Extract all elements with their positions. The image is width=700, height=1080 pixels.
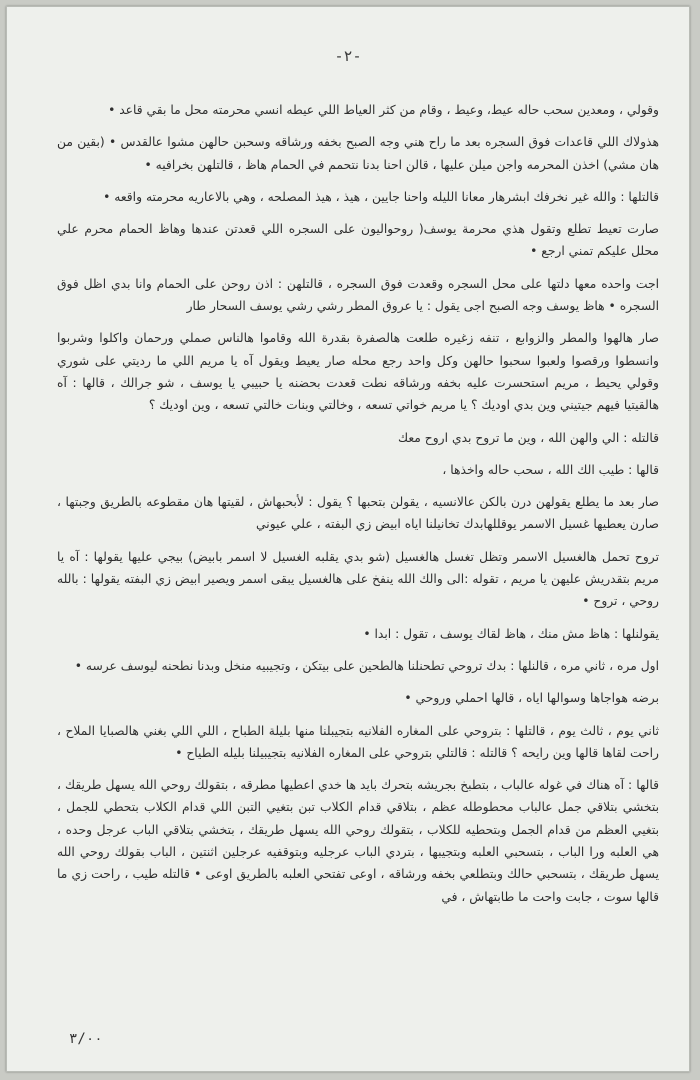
paragraph: قالتلها : والله غير نخرفك ابشرهار معانا الليله واحنا جايين ، هيذ ، هيذ المصلحه ، وهي بالاعاريه محرمته واقعه •: [103, 189, 659, 204]
document-body: [57, 99, 659, 918]
paragraph: صار بعد ما يطلع يقولهن درن بالكن عالانسيه ، يقولن بتحبها ؟ يقول : لأبحبهاش ، لقيتها هان مقطوعه بالطريق وجبتها ، صارن يعطيها غسيل الاسمر يوقللهابدك تخانيلنا اياه ابيض زي البفته ، علي عيوني: [57, 495, 659, 532]
paragraph: هذولاك اللي قاعدات فوق السجره بعد ما راح هني وجه الصبح بخفه ورشاقه وسحبن حالهن مشوا عالقدس • (بقين من هان مشي) اخذن المحرمه واجن ميلن عليها ، قالن احنا بدنا نتحمم في الحمام هاظ ، قالتلهن بخرافيه •: [57, 135, 659, 172]
paragraph: وقولي ، ومعدين سحب حاله عيط، وعيط ، وقام من كثر العياط اللي عيطه انسي محرمته محل ما بقي قاعد •: [108, 103, 659, 117]
footer-reference: ٣/٠٠: [69, 1031, 103, 1047]
page-number: -٢-: [334, 47, 362, 65]
paragraph: برضه هواجاها وسوالها اياه ، قالها احملي وروحي •: [404, 691, 659, 706]
paragraph: تروح تحمل هالغسيل الاسمر وتظل تغسل هالغسيل (شو بدي يقلبه الغسيل لا اسمر بابيض) بيجي عليها يقولها : آه يا مريم بتقدريش عليهن يا مريم ، تقوله :الى والك الله ينفخ على هالغسيل يبقى اسمر ويصير ابيض زي البفته يقولها : بالله روحي ، تروح •: [57, 549, 659, 609]
paragraph: قالتله : الي والهن الله ، وين ما تروح بدي اروح معك: [398, 430, 659, 445]
paragraph: قالها : طيب الك الله ، سحب حاله واخذها ،: [442, 462, 659, 477]
paragraph: صارت تعيط تطلع وتقول هذي محرمة يوسف( روحواليون على السجره اللي قعدتن عندها وهاظ الحمام محرم علي محلل عليكم تمني ارجع •: [57, 222, 659, 259]
paragraph: يقولنلها : هاظ مش منك ، هاظ لقاك يوسف ، تقول : ابدا •: [363, 626, 659, 641]
paragraph: قالها : آه هناك في غوله عالباب ، بتطبخ بجريشه بتحرك بايد ها خدي اعطيها مطرقه ، بتقولك روحي الله يسهل طريقك ، بتخشي بتلاقي جمل عالباب محطوطله عظم ، بتلاقي قدام الكلاب تبن بتغيي التبن اللي قدام الكلاب بتحطي للجمل ، بتغيي العظم من قدام الجمل وبتحطيه للكلاب ، بتقولك روحي الله يسهل طريقك ، بتخشي بتلاقي الباب عرجل وحده ، هي العلبه ورا الباب ، بتسحبي العلبه وبتجيبها ، بتردي الباب عرجليه وبتوقفيه عرجلين اثنتين ، الباب بقولك روحي الله يسهل طريقك ، بتسحبي حالك وبتطلعي بخفه ورشاقه ، اوعى تفتحي العلبه بالطريق اوعى • قالتله طيب ، راحت زي ما قالها سوت ، جابت واحت ما طابتهاش ، في: [57, 778, 659, 904]
paragraph: صار هالهوا والمطر والزوابع ، تنفه زغيره طلعت هالصفرة بقدرة الله وقاموا هالناس صملي ورحمان واكلوا وشربوا وانسطوا ورقصوا ولعبوا سحبوا حالهن وكل واحد رجع محله صار يعيط ويقول آه يا مريم اللي ما رديتي على شوري وقولي يحيط ، مريم استحسرت عليه بخفه ورشاقه نطت قعدت بحضنه يا حبيبي يا يوسف ، شو جرالك ، قالها : آه هالقيتيا فيهم جيتيني وين بدي اوديك ؟ يا مريم خواتي تسعه ، وخالتي وبنات خالتي تسعه ، وين اوديك ؟: [57, 331, 659, 413]
paragraph: اجت واحده معها دلتها على محل السجره وقعدت فوق السجره ، قالتلهن : اذن روحن على الحمام وانا بدي اظل فوق السجره • هاظ يوسف وجه الصبح اجى يقول : يا عروق المطر رشي رشي يوسف السحار طار: [57, 276, 659, 314]
document-page: [6, 6, 690, 1072]
paragraph: اول مره ، ثاني مره ، قالنلها : بدك تروحي تطحنلنا هالطحين على بيتكن ، وتجيبيه منخل وبدنا نطحنه ليوسف عرسه •: [74, 658, 659, 673]
paragraph: ثاني يوم ، ثالث يوم ، قالتلها : بتروحي على المغاره الفلانيه بتجيبلنا منها بليلة الطباح ، اللي اللي بغني هالصبايا الملاح ، راحت لقاها قالها وين رايحه ؟ قالتله : قالتلي بتروحي على المغاره الفلانيه بتجيبيلنا بليله الطياح •: [57, 723, 659, 760]
